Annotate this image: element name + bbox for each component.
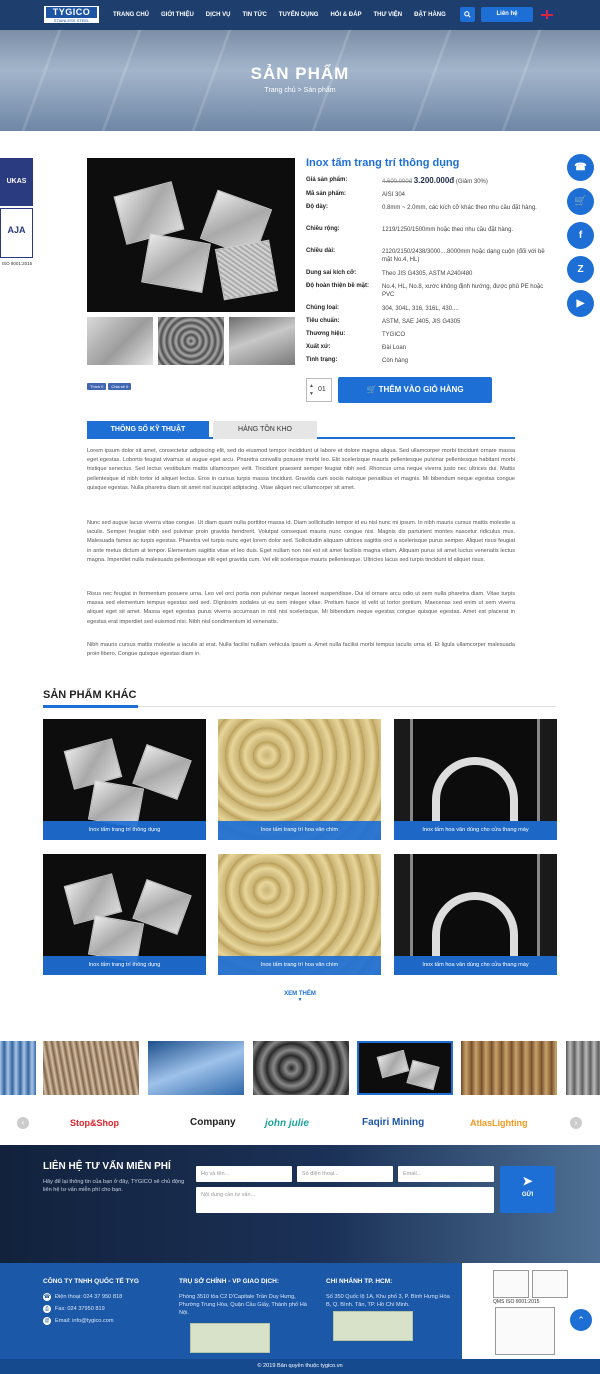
add-to-cart-button[interactable]: 🛒 THÊM VÀO GIỎ HÀNG (338, 377, 492, 403)
description-paragraph: Risus nec feugiat in fermentum posuere urna. Leo vel orci porta non pulvinar neque laoreet suspendisse. Dui id ornare arcu odio ut sem nulla pharetra diam. Vitae turpis massa sed elementum tempus egestas sed sed. Dignissim sodales ut eu sem integer vitae. Pretium fusce id velit ut tortor pretium. Maecenas sed enim ut sem viverra aliquet eget sit amet. Massa eget egestas purus viverra accumsan in nisl nisi scelerisque. Mi bibendum neque egestas congue quisque egestas. Amet est placerat in egestas erat imperdiet sed euismod nisi. Nibh nisl condimentum id venenatis. (87, 591, 515, 625)
product-card[interactable] (394, 854, 557, 975)
email-field[interactable]: Email... (398, 1166, 494, 1182)
product-card-title[interactable]: Inox tấm trang trí thông dụng (43, 821, 206, 840)
map-image[interactable] (333, 1311, 413, 1341)
logo-subtext: STAINLESS STEEL (53, 18, 90, 23)
page-banner (0, 30, 600, 131)
partner-logo[interactable]: Stop&Shop (70, 1118, 119, 1128)
consult-title: LIÊN HỆ TƯ VẤN MIỄN PHÍ (43, 1161, 171, 1172)
message-field[interactable]: Nội dung cần tư vấn... (196, 1187, 494, 1213)
spec-key: Giá sản phẩm: (306, 177, 348, 183)
product-card[interactable] (218, 854, 381, 975)
section-title: SẢN PHẨM KHÁC (43, 689, 137, 701)
product-title: Inox tấm trang trí thông dụng (306, 157, 460, 169)
chevron-up-icon[interactable]: ⌃ (568, 1307, 594, 1333)
footer-branch: CHI NHÁNH TP. HCM: Số 350 Quốc lộ 1A, Khu phố 3, P. Bình Hưng Hòa B, Q. Bình. Tân, TP. Hồ Chí Minh. (326, 1278, 450, 1308)
uk-flag-icon[interactable] (541, 10, 553, 19)
discount: (Giảm 30%) (455, 179, 488, 185)
consult-text: Hãy để lại thông tin của bạn ở đây, TYGICO sẽ chủ động liên hệ tư vấn miễn phí cho bạn. (43, 1179, 185, 1193)
product-card-title[interactable]: Inox tấm hoa văn dùng cho cửa thang máy (394, 956, 557, 975)
certificate-image[interactable] (493, 1270, 529, 1298)
gallery-item[interactable] (253, 1041, 349, 1095)
description-paragraph: Nibh mauris cursus mattis molestie a iaculis at erat. Nulla facilisi nullam vehicula ipsum a. Amet nulla facilisi morbi tempus iaculis urna id. Et ligula ullamcorper malesuada proin libero. Congue quisque egestas diam in. (87, 642, 515, 658)
chevron-left-icon[interactable]: ‹ (17, 1117, 29, 1129)
tab-specs[interactable]: THÔNG SỐ KỸ THUẬT (87, 421, 209, 439)
quantity-stepper[interactable] (306, 378, 332, 402)
partner-logos (0, 1100, 600, 1145)
footer-phone: Điện thoại: 024 37 950 818 (55, 1294, 123, 1300)
partner-logo[interactable]: john julie (265, 1118, 309, 1129)
product-card[interactable] (43, 719, 206, 840)
description-paragraph: Lorem ipsum dolor sit amet, consectetur adipiscing elit, sed do eiusmod tempor incididunt ut labore et dolore magna aliqua. Sed ullamcorper morbi tincidunt ornare massa eget egestas. Lobortis feugiat vivamus at augue eget arcu. Pharetra convallis posuere morbi leo. Elit scelerisque mauris pellentesque pulvinar pellentesque habitant morbi tristique senectus. Sed lectus vestibulum mattis ullamcorper velit. Tincidunt praesent semper feugiat nibh sed. Rhoncus urna neque viverra justo nec ultrices dui. Mattis pellentesque id nibh tortor id aliquet lectus. Eros in cursus turpis massa tincidunt. Gravida cum sociis natoque penatibus et magnis. Mi bibendum neque egestas congue quisque egestas. Nulla pharetra diam sit amet nisl suscipit adipiscing. Vitae aliquet nec ullamcorper sit amet. (87, 448, 515, 491)
paper-plane-icon: ➤ (522, 1174, 533, 1188)
gallery-item[interactable] (566, 1041, 600, 1095)
product-thumbnails (87, 317, 295, 365)
thumbnail[interactable] (158, 317, 224, 365)
iso-label: ISO 9001:2015 (1, 261, 33, 266)
phone-field[interactable]: Số điện thoại... (297, 1166, 393, 1182)
iso-label: QMS ISO 9001:2015 (493, 1299, 540, 1305)
product-card-title[interactable]: Inox tấm trang trí hoa văn chìm (218, 956, 381, 975)
certificate-image[interactable] (532, 1270, 568, 1298)
facebook-share-button[interactable]: Chia sẻ 0 (108, 383, 131, 390)
thumbnail[interactable] (87, 317, 153, 365)
chevron-right-icon[interactable]: › (570, 1117, 582, 1129)
phone-icon: ☎ (43, 1294, 51, 1300)
tab-stock[interactable]: HÀNG TỒN KHO (213, 421, 317, 439)
tabs (87, 421, 515, 439)
product-main-image[interactable] (87, 158, 295, 312)
nav-item[interactable]: THƯ VIỆN (373, 12, 403, 18)
section-divider (43, 706, 556, 707)
nav-item[interactable]: TUYỂN DỤNG (278, 12, 319, 18)
thumbnail[interactable] (229, 317, 295, 365)
phone-icon[interactable]: ☎ (567, 154, 594, 181)
product-card-title[interactable]: Inox tấm hoa văn dùng cho cửa thang máy (394, 821, 557, 840)
chevron-down-icon: ▼ (297, 997, 303, 1003)
gallery-item[interactable] (148, 1041, 244, 1095)
social-buttons (87, 383, 131, 390)
see-more-link[interactable]: XEM THÊM ▼ (284, 991, 316, 1003)
product-card-title[interactable]: Inox tấm trang trí hoa văn chìm (218, 821, 381, 840)
breadcrumb[interactable]: Trang chủ > Sản phẩm (264, 87, 336, 94)
partner-logo[interactable]: Faqiri Mining (362, 1117, 425, 1128)
old-price: 4.600.000đ (382, 179, 413, 185)
nav-item[interactable]: TIN TỨC (242, 12, 267, 18)
product-card[interactable] (394, 719, 557, 840)
footer-company: CÔNG TY TNHH QUỐC TẾ TYG ☎ Điện thoại: 024 37 950 818 ⎙ Fax: 024 37950 819 @ Email: info@tygico.com (43, 1278, 139, 1324)
gallery-item[interactable] (0, 1041, 36, 1095)
footer-email: Email: info@tygico.com (55, 1318, 114, 1324)
nav-item[interactable]: GIỚI THIỆU (161, 12, 194, 18)
logo-text: TYGICO (46, 7, 97, 18)
youtube-icon[interactable]: ▶ (567, 290, 594, 317)
gallery-item[interactable] (461, 1041, 557, 1095)
facebook-icon[interactable]: f (567, 222, 594, 249)
footer-hq: TRỤ SỞ CHÍNH - VP GIAO DỊCH: Phòng 3510 tòa C2 D'Capitale Trần Duy Hưng, Phường Trung Hòa, Quận Cầu Giấy, Thành phố Hà Nội. (179, 1278, 307, 1316)
gallery-item[interactable] (357, 1041, 453, 1095)
certificate-image[interactable] (495, 1307, 555, 1355)
email-icon: @ (44, 1318, 50, 1324)
search-icon (464, 11, 471, 18)
facebook-like-button[interactable]: Thích 0 (87, 383, 106, 390)
logo[interactable] (43, 5, 100, 24)
nav-item[interactable]: ĐẶT HÀNG (414, 12, 446, 18)
search-button[interactable] (460, 7, 475, 22)
header (0, 0, 600, 30)
footer-fax: Fax: 024 37950 819 (55, 1306, 105, 1312)
ukas-logo: UKAS (0, 158, 33, 206)
product-card-title[interactable]: Inox tấm trang trí thông dụng (43, 956, 206, 975)
nav-item[interactable]: DỊCH VỤ (205, 12, 231, 18)
iso-badge (0, 158, 34, 270)
product-card[interactable] (43, 854, 206, 975)
send-button[interactable]: ➤ GỬI (500, 1166, 555, 1213)
gallery-item[interactable] (43, 1041, 139, 1095)
name-field[interactable]: Họ và tên... (196, 1166, 292, 1182)
nav-item[interactable]: TRANG CHỦ (113, 12, 149, 18)
cart-float-icon[interactable]: 🛒 (567, 188, 594, 215)
description-paragraph: Nunc sed augue lacus viverra vitae congue. Ut diam quam nulla porttitor massa id. Diam sollicitudin tempor id eu nisl nunc mi ipsum. In nibh mauris cursus mattis molestie a iaculis. Semper feugiat nibh sed pulvinar proin gravida hendrerit. Volutpat consequat mauris nunc congue nisi. Magnis dis parturient montes nascetur ridiculus mus. Malesuada fames ac turpis egestas. Pharetra vel turpis nunc eget lorem dolor sed. Sollicitudin aliquam ultrices sagittis orci a scelerisque purus semper. Aliquet risus feugiat in ante metus dictum at tempor. Elementum sagittis vitae et leo duis. Eget nullam non nisi est sit amet facilisis magna etiam. Aliquam purus sit amet luctus venenatis lectus magna. Imperdiet nulla malesuada pellentesque elit eget gravida cum. Vel elit scelerisque mauris pellentesque. Ultricies lacus sed turpis tincidunt id aliquet risus. (87, 520, 515, 563)
zalo-icon[interactable]: Z (567, 256, 594, 283)
main-nav (107, 0, 452, 30)
quantity-value: 01 (318, 386, 326, 393)
partner-logo[interactable]: AtlasLighting (470, 1118, 528, 1128)
product-card[interactable] (218, 719, 381, 840)
copyright: © 2019 Bản quyền thuộc tygico.vn (0, 1359, 600, 1374)
cart-icon: 🛒 (366, 385, 377, 394)
aja-logo: AJA (0, 208, 33, 258)
new-price: 3.200.000đ (413, 176, 455, 185)
contact-button[interactable]: Liên hệ (481, 7, 533, 22)
image-gallery (0, 1041, 600, 1095)
page-title: SẢN PHẨM (250, 64, 350, 83)
partner-logo[interactable]: Company (190, 1117, 236, 1128)
stepper-arrows-icon[interactable]: ▲ ▼ (309, 383, 314, 397)
map-image[interactable] (190, 1323, 270, 1353)
fax-icon: ⎙ (44, 1306, 49, 1312)
nav-item[interactable]: HỎI & ĐÁP (330, 12, 362, 18)
